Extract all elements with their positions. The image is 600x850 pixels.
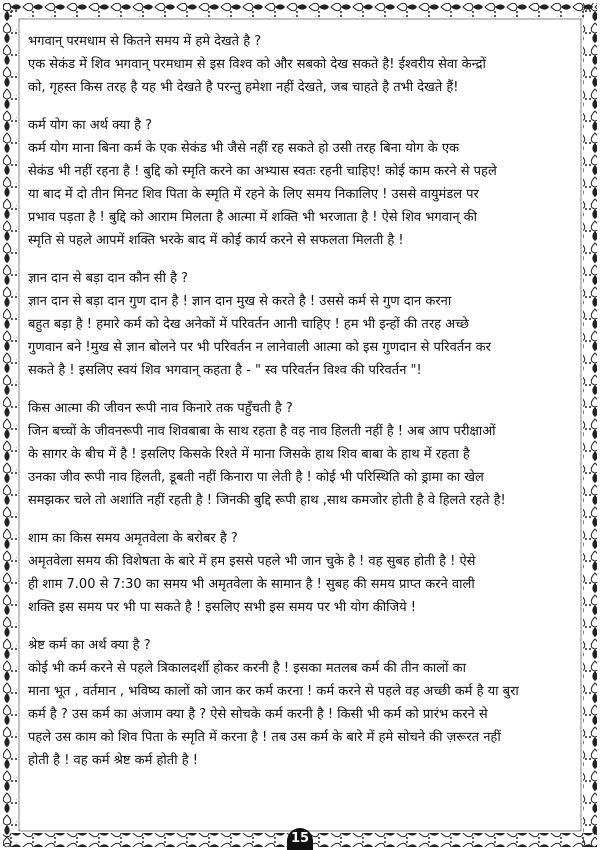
answer-line: कर्म योग माना बिना कर्म के एक सेकंड भी जैसे नहीं रह सकते हो उसी तरह बिना योग के एक	[28, 141, 459, 156]
qa-section	[28, 397, 576, 512]
answer-line: माना भूत , वर्तमान , भविष्य कालों को जान कर कर्म करना ! कर्म करने से पहले वह अच्छी कर्म है या बुरा	[28, 684, 519, 699]
answer-line: बहुत बड़ा है ! हमारे कर्म को देख अनेकों में परिवर्तन आनी चाहिए ! हम भी इन्हों की तरह अच्छे	[28, 317, 470, 332]
answer-line: कर्म है ? उस कर्म का अंजाम क्या है ? ऐसे सोचके कर्म करनी है ! किसी भी कर्म को प्रारंभ करने से	[28, 707, 488, 722]
answer-line: को, गृहस्त किस तरह है यह भी देखते है परन्तु हमेशा नहीं देखते, जब चाहते है तभी देखते हैं!	[28, 80, 459, 95]
answer-line: के सागर के बीच में है ! इसलिए किसके रिश्ते में माना जिसके हाथ शिव बाबा के हाथ में रहता है	[28, 447, 470, 462]
answer-line: ही शाम 7.00 से 7:30 का समय भी अमृतवेला के सामान है ! सुबह की समय प्राप्त करने वाली	[28, 577, 475, 592]
answer-paragraph	[28, 657, 576, 772]
qa-section	[28, 30, 576, 99]
answer-line: जिन बच्चों के जीवनरूपी नाव शिवबाबा के साथ रहता है वह नाव हिलती नहीं है ! अब आप परीक्षाओं	[28, 424, 496, 439]
answer-paragraph	[28, 420, 576, 512]
question-heading: श्रेष्ट कर्म का अर्थ क्या है ?	[28, 638, 151, 653]
page-content	[28, 30, 576, 825]
answer-line: उनका जीव रूपी नाव हिलती, डूबती नहीं किनारा पा लेती है ! कोई भी परिस्थिति को ड्रामा का खेल	[28, 470, 484, 485]
question-heading: भगवान् परमधाम से कितने समय में हमे देखते है ?	[28, 34, 262, 49]
question-heading: ज्ञान दान से बड़ा दान कौन सी है ?	[28, 271, 189, 286]
answer-paragraph	[28, 137, 576, 252]
answer-line: अमृतवेला समय की विशेषता के बारे में हम इससे पहले भी जान चुके है ! वह सुबह होती है ! ऐसे	[28, 554, 476, 569]
answer-line: स्मृति से पहले आपमें शक्ति भरके बाद में कोई कार्य करने से सफलता मिलती है !	[28, 233, 404, 248]
answer-line: कोई भी कर्म करने से पहले त्रिकालदर्शी होकर करनी है ! इसका मतलब कर्म की तीन कालों का	[28, 661, 466, 676]
answer-paragraph	[28, 53, 576, 99]
qa-section	[28, 267, 576, 382]
answer-line: समझकर चले तो अशांति नहीं रहती है ! जिनकी बुद्दि रूपी हाथ ,साथ कमजोर होती है वे हिलते रहते है!	[28, 493, 506, 508]
answer-line: शक्ति इस समय पर भी पा सकते है ! इसलिए सभी इस समय पर भी योग कीजिये !	[28, 600, 417, 615]
qa-section	[28, 114, 576, 252]
question-heading: किस आत्मा की जीवन रूपी नाव किनारे तक पहुँचती है ?	[28, 401, 293, 416]
answer-paragraph	[28, 550, 576, 619]
answer-line: पहले उस काम को शिव पिता के स्मृति में करना है ! तब उस कर्म के बारे में हमे सोचने की ज़रूरत नहीं	[28, 730, 501, 745]
question-heading: कर्म योग का अर्थ क्या है ?	[28, 118, 153, 133]
question-heading: शाम का किस समय अमृतवेला के बरोबर है ?	[28, 531, 238, 546]
answer-line: ज्ञान दान से बड़ा दान गुण दान है ! ज्ञान दान मुख से करते है ! उससे कर्म से गुण दान करना	[28, 294, 452, 309]
answer-line: प्रभाव पड़ता है ! बुद्दि को आराम मिलता है आत्मा में शक्ति भी भरजाता है ! ऐसे शिव भगवान् की	[28, 210, 478, 225]
page-number: 15	[287, 828, 313, 850]
answer-line: सेकंड भी नहीं रहना है ! बुद्दि को स्मृति करने का अभ्यास स्वतः रहनी चाहिए! कोई काम करने से पहले	[28, 164, 497, 179]
answer-line: सकते है ! इसलिए स्वयं शिव भगवान् कहता है - " स्व परिवर्तन विश्व की परिवर्तन "!	[28, 363, 422, 378]
answer-line: एक सेकंड में शिव भगवान् परमधाम से इस विश्व को और सबको देख सकते है! ईश्वरीय सेवा केन्द्रों	[28, 57, 486, 72]
qa-section	[28, 527, 576, 619]
qa-section	[28, 634, 576, 772]
answer-line: होती है ! वह कर्म श्रेष्ट कर्म होती है !	[28, 753, 198, 768]
answer-line: या बाद में दो तीन मिनट शिव पिता के स्मृति में रहने के लिए समय निकालिए ! उससे वायुमंडल पर	[28, 187, 479, 202]
answer-line: गुणवान बने !मुख से ज्ञान बोलने पर भी परिवर्तन न लानेवाली आत्मा को इस गुणदान से परिवर्तन कर	[28, 340, 491, 355]
answer-paragraph	[28, 290, 576, 382]
